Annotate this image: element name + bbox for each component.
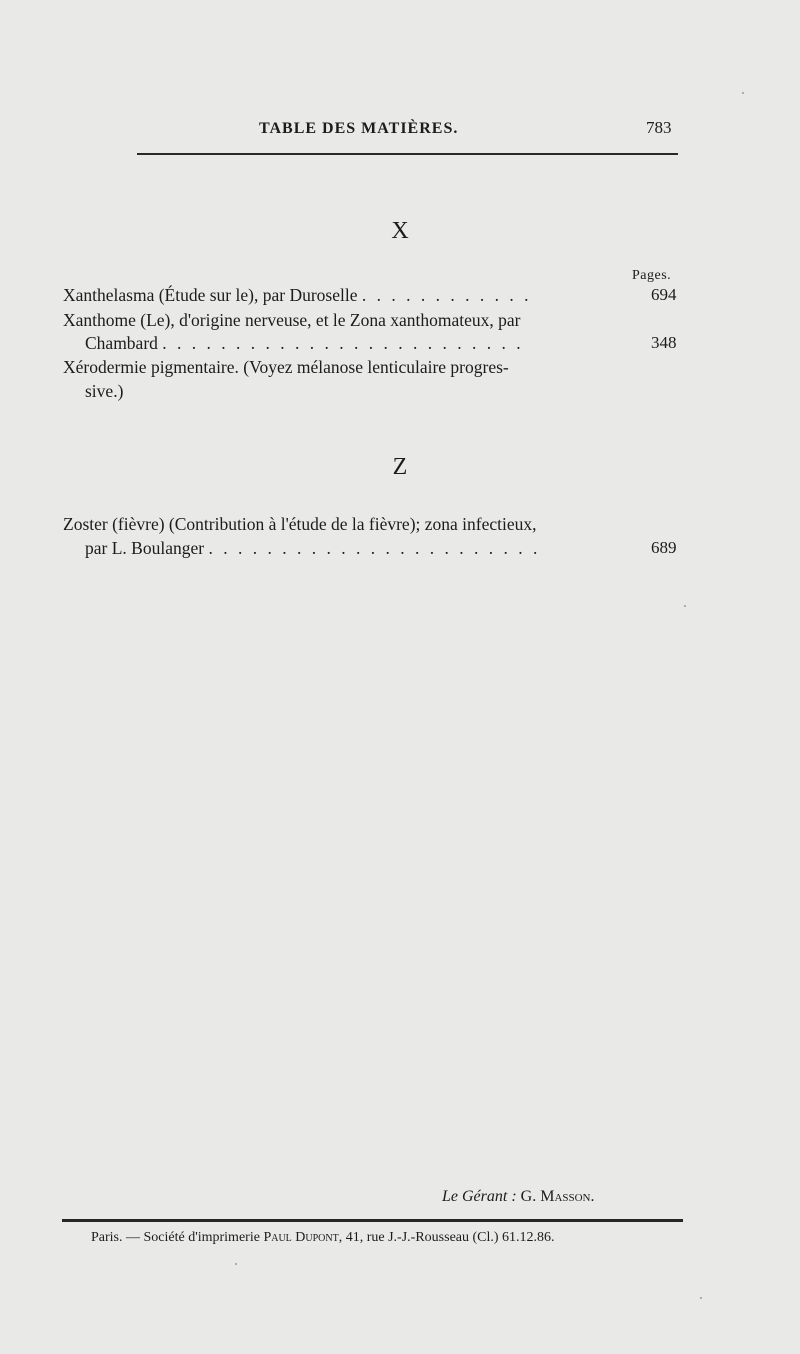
entry-text: par L. Boulanger xyxy=(85,538,205,558)
printer-prefix: Paris. — Société d'imprimerie xyxy=(91,1230,260,1245)
header-rule xyxy=(137,153,678,155)
printer-imprint xyxy=(91,1230,555,1246)
entry-page-number: 689 xyxy=(651,538,677,557)
printer-address: , 41, rue J.-J.-Rousseau (Cl.) 61.12.86. xyxy=(338,1230,555,1245)
entry-text: Zoster (fièvre) (Contribution à l'étude de la fièvre); zona infectieux, xyxy=(63,514,537,534)
page-number: 783 xyxy=(646,118,672,137)
index-entry-xanthome xyxy=(63,308,521,332)
entry-page-number: 348 xyxy=(651,333,677,352)
pages-column-label: Pages. xyxy=(632,268,672,283)
leader-dots: . . . . . . . . . . . . . . . . . . . . . . . xyxy=(208,538,541,558)
index-entry-xerodermie-cont xyxy=(85,379,123,403)
section-letter-z: Z xyxy=(392,454,408,480)
index-entry-xanthome-cont xyxy=(85,331,524,355)
printer-name: Paul Dupont xyxy=(263,1230,339,1245)
manager-name: G. Masson. xyxy=(520,1188,595,1205)
entry-text: sive.) xyxy=(85,381,124,401)
running-head xyxy=(0,118,800,142)
entry-text: Xérodermie pigmentaire. (Voyez mélanose lenticulaire progres- xyxy=(63,357,509,377)
leader-dots: . . . . . . . . . . . . xyxy=(361,285,532,305)
entry-text: Chambard xyxy=(85,333,158,353)
section-letter-x: X xyxy=(391,218,409,244)
manager-role: Le Gérant : xyxy=(442,1188,517,1205)
paper-speck xyxy=(684,605,686,607)
paper-speck xyxy=(742,92,744,94)
leader-dots: . . . . . . . . . . . . . . . . . . . . . . . . . xyxy=(162,333,524,353)
paper-speck xyxy=(700,1297,702,1299)
index-entry-zoster-cont xyxy=(85,536,540,560)
manager-signature-line xyxy=(442,1188,595,1206)
index-entry-xerodermie xyxy=(63,355,509,379)
entry-page-number: 694 xyxy=(651,285,677,304)
index-entry-zoster xyxy=(63,512,537,536)
entry-text: Xanthelasma (Étude sur le), par Duroselle xyxy=(63,285,358,305)
index-entry-xanthelasma xyxy=(63,283,531,307)
paper-speck xyxy=(235,1263,237,1265)
running-head-title: TABLE DES MATIÈRES. xyxy=(259,120,459,137)
entry-text: Xanthome (Le), d'origine nerveuse, et le Zona xanthomateux, par xyxy=(63,310,521,330)
footer-rule xyxy=(62,1219,683,1222)
